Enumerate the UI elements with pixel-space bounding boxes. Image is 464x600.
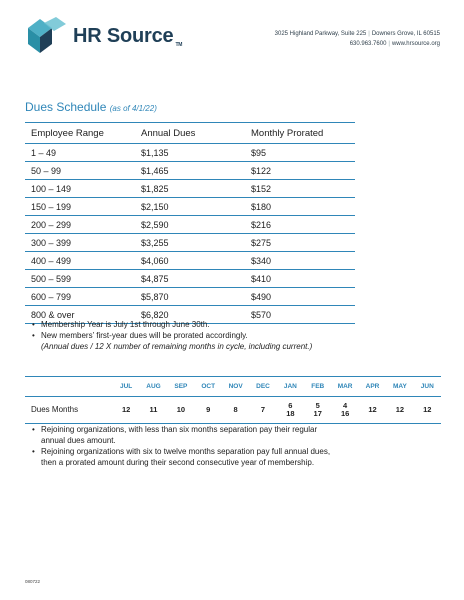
employee-range-cell: 600 – 799 bbox=[25, 288, 135, 306]
month-header: JAN bbox=[277, 377, 304, 397]
months-header-row bbox=[25, 377, 441, 397]
note-text: New members’ first-year dues will be prorated accordingly. bbox=[41, 331, 248, 340]
bullet: • bbox=[32, 425, 35, 434]
employee-range-cell: 300 – 399 bbox=[25, 234, 135, 252]
employee-range-cell: 150 – 199 bbox=[25, 198, 135, 216]
monthly-prorated-cell: $570 bbox=[245, 306, 355, 324]
monthly-prorated-cell: $95 bbox=[245, 144, 355, 162]
monthly-prorated-cell: $152 bbox=[245, 180, 355, 198]
dues-months-cell bbox=[112, 397, 139, 424]
annual-dues-cell: $1,135 bbox=[135, 144, 245, 162]
title-text: Dues Schedule bbox=[25, 100, 107, 114]
annual-dues-cell: $2,590 bbox=[135, 216, 245, 234]
dues-months-value: 16 bbox=[340, 409, 350, 418]
table-row bbox=[25, 288, 355, 306]
table-row bbox=[25, 198, 355, 216]
dues-months-cell bbox=[386, 397, 413, 424]
monthly-prorated-cell: $410 bbox=[245, 270, 355, 288]
dues-months-value: 8 bbox=[233, 405, 238, 414]
contact-block bbox=[275, 29, 440, 49]
address: 3025 Highland Parkway, Suite 225 bbox=[274, 31, 367, 37]
dues-months-value: 6 bbox=[288, 401, 293, 410]
dues-months-cell bbox=[140, 397, 167, 424]
month-header: SEP bbox=[167, 377, 194, 397]
dues-months-value: 4 bbox=[343, 401, 348, 410]
note-text: Membership Year is July 1st through June 30th. bbox=[41, 320, 210, 329]
separator: | bbox=[368, 31, 370, 37]
dues-months-value: 11 bbox=[149, 405, 158, 414]
monthly-prorated-cell: $216 bbox=[245, 216, 355, 234]
rejoin-item bbox=[32, 424, 432, 446]
dues-months-value: 17 bbox=[313, 409, 322, 418]
month-header: DEC bbox=[249, 377, 276, 397]
document-code: 080722 bbox=[25, 579, 41, 584]
note-item bbox=[32, 319, 312, 330]
dues-months-cell bbox=[304, 397, 331, 424]
dues-months-cell bbox=[359, 397, 386, 424]
dues-months-value: 7 bbox=[260, 405, 266, 414]
bullet: • bbox=[32, 447, 35, 456]
dues-months-cell bbox=[195, 397, 222, 424]
table-row bbox=[25, 162, 355, 180]
annual-dues-cell: $4,875 bbox=[135, 270, 245, 288]
rejoin-line: Rejoining organizations with six to twelve months separation pay full annual dues, bbox=[41, 447, 331, 456]
column-header: Employee Range bbox=[25, 123, 135, 144]
dues-months-cell bbox=[277, 397, 304, 424]
contact-phone-line bbox=[275, 39, 440, 49]
month-header: FEB bbox=[304, 377, 331, 397]
employee-range-cell: 50 – 99 bbox=[25, 162, 135, 180]
dues-months-value: 12 bbox=[121, 405, 131, 414]
month-header: APR bbox=[359, 377, 386, 397]
column-header: Annual Dues bbox=[135, 123, 245, 144]
table-row bbox=[25, 234, 355, 252]
dues-months-cell bbox=[331, 397, 358, 424]
rejoin-item bbox=[32, 446, 432, 468]
rejoin-notes bbox=[32, 424, 432, 468]
dues-months-value: 12 bbox=[368, 405, 377, 414]
annual-dues-cell: $5,870 bbox=[135, 288, 245, 306]
rejoin-text bbox=[41, 424, 317, 446]
bullet: • bbox=[32, 320, 35, 329]
employee-range-cell: 200 – 299 bbox=[25, 216, 135, 234]
annual-dues-cell: $1,825 bbox=[135, 180, 245, 198]
header-spacer bbox=[25, 377, 112, 397]
month-header: MAR bbox=[331, 377, 358, 397]
table-row bbox=[25, 144, 355, 162]
table-row bbox=[25, 180, 355, 198]
dues-months-value: 5 bbox=[315, 401, 320, 410]
dues-months-cell bbox=[414, 397, 441, 424]
monthly-prorated-cell: $180 bbox=[245, 198, 355, 216]
dues-months-value: 18 bbox=[286, 409, 295, 418]
monthly-prorated-cell: $122 bbox=[245, 162, 355, 180]
table-row bbox=[25, 216, 355, 234]
employee-range-cell: 1 – 49 bbox=[25, 144, 135, 162]
dues-months-label: Dues Months bbox=[25, 397, 112, 424]
month-header: JUL bbox=[112, 377, 139, 397]
monthly-prorated-cell: $275 bbox=[245, 234, 355, 252]
employee-range-cell: 800 & over bbox=[25, 306, 135, 324]
rejoin-text bbox=[41, 446, 330, 468]
dues-months-value: 12 bbox=[423, 405, 432, 414]
table-row bbox=[25, 270, 355, 288]
months-value-row bbox=[25, 397, 441, 424]
bullet: • bbox=[32, 331, 35, 340]
month-header: NOV bbox=[222, 377, 249, 397]
monthly-prorated-cell: $490 bbox=[245, 288, 355, 306]
website-link[interactable]: www.hrsource.org bbox=[391, 41, 440, 47]
dues-months-value: 10 bbox=[176, 405, 186, 414]
dues-months-cell bbox=[222, 397, 249, 424]
annual-dues-cell: $1,465 bbox=[135, 162, 245, 180]
dues-months-value: 12 bbox=[395, 405, 405, 414]
rejoin-line: then a prorated amount during their second consecutive year of membership. bbox=[41, 458, 315, 467]
table-row bbox=[25, 252, 355, 270]
hr-source-logo-icon bbox=[26, 17, 68, 55]
phone: 630.963.7600 bbox=[349, 41, 387, 47]
month-header: OCT bbox=[195, 377, 222, 397]
employee-range-cell: 400 – 499 bbox=[25, 252, 135, 270]
dues-table-body bbox=[25, 144, 355, 324]
annual-dues-cell: $3,255 bbox=[135, 234, 245, 252]
dues-months-cell bbox=[249, 397, 276, 424]
month-header: MAY bbox=[386, 377, 413, 397]
annual-dues-cell: $2,150 bbox=[135, 198, 245, 216]
contact-address-line bbox=[275, 29, 440, 39]
monthly-prorated-cell: $340 bbox=[245, 252, 355, 270]
separator: | bbox=[388, 41, 390, 47]
rejoin-line: annual dues amount. bbox=[41, 436, 116, 445]
employee-range-cell: 500 – 599 bbox=[25, 270, 135, 288]
column-header: Monthly Prorated bbox=[245, 123, 355, 144]
dues-months-table bbox=[25, 376, 441, 424]
month-header: JUN bbox=[414, 377, 441, 397]
dues-months-value: 9 bbox=[206, 405, 211, 414]
table-header-row bbox=[25, 123, 355, 144]
annual-dues-cell: $4,060 bbox=[135, 252, 245, 270]
rejoin-line: Rejoining organizations, with less than six months separation pay their regular bbox=[41, 425, 318, 434]
dues-table bbox=[25, 122, 355, 324]
as-of-date: (as of 4/1/22) bbox=[109, 104, 157, 113]
month-header: AUG bbox=[140, 377, 167, 397]
note-item bbox=[32, 330, 312, 341]
city: Downers Grove, IL 60515 bbox=[371, 31, 440, 37]
membership-notes bbox=[32, 319, 312, 352]
dues-months-cell bbox=[167, 397, 194, 424]
dues-schedule-title bbox=[25, 100, 157, 114]
employee-range-cell: 100 – 149 bbox=[25, 180, 135, 198]
brand-text: HR Source bbox=[73, 25, 174, 47]
annual-dues-cell: $6,820 bbox=[135, 306, 245, 324]
proration-formula: (Annual dues / 12 X number of remaining months in cycle, including current.) bbox=[41, 342, 313, 351]
brand-name bbox=[73, 25, 182, 48]
trademark: TM bbox=[175, 42, 183, 48]
